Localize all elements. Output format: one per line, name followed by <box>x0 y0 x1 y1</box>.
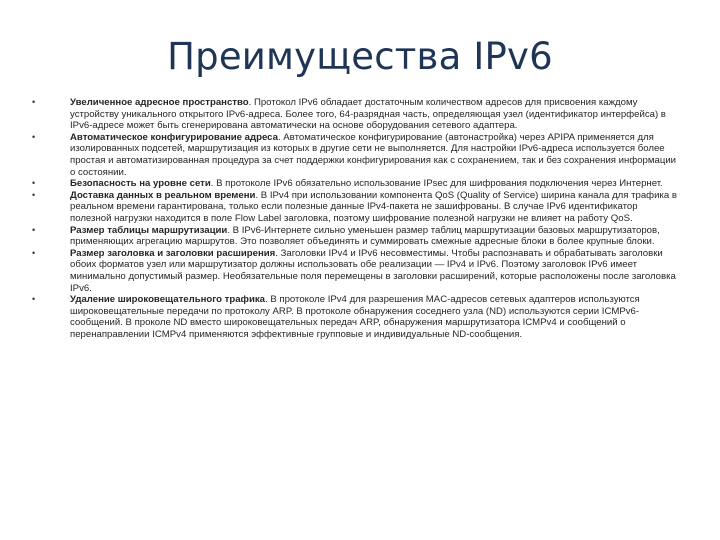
list-item <box>32 131 680 178</box>
slide-title: Преимущества IPv6 <box>167 35 553 78</box>
bullet-dot-icon: • <box>32 247 36 258</box>
bullet-dot-icon: • <box>32 224 36 235</box>
bullet-text: . В IPv6-Интернете сильно уменьшен размер таблиц маршрутизации базовых маршрутизаторов, применяющих агрегацию маршрутов. Это позволяет объединять и суммировать смежные адресные блоки в более крупные блоки. <box>70 224 660 248</box>
bullet-text: . Протокол IPv6 обладает достаточным количеством адресов для присвоения каждому устройству уникального открытого IPv6-адреса. Более того, 64-разрядная часть, определяющая узел (идентификатор интерфейса) в IPv6-адресе может быть сгенерирована автоматически на основе оборудования сетевого адаптера. <box>70 97 666 132</box>
bullet-text: . Заголовки IPv4 и IPv6 несовместимы. Чтобы распознавать и обрабатывать заголовки обоих форматов узел или маршрутизатор должны использовать обе реализации — IPv4 и IPv6. Поэтому заголовок IPv6 имеет минимально допустимый размер. Необязательные поля перемещены в заголовки расширений, которые расположены после заголовка IPv6. <box>70 247 676 294</box>
list-item <box>32 189 680 225</box>
bullet-dot-icon: • <box>32 131 36 142</box>
bullet-term: Удаление широковещательного трафика <box>70 294 265 306</box>
bullet-text: . В протоколе IPv6 обязательно использование IPsec для шифрования подключения через Интернет. <box>210 178 663 190</box>
bullet-text: . Автоматическое конфигурирование (автонастройка) через APIPA применяется для изолированных подсетей, маршрутизация из которых в другие сети не выполняется. Для настройки IPv6-адреса используется более простая и автоматизированная процедура за счет поддержки конфигурирования как с сохранением, так и без сохранения информации о состоянии. <box>70 131 677 178</box>
list-item <box>32 97 680 132</box>
bullet-dot-icon: • <box>32 97 36 107</box>
list-item <box>32 247 680 294</box>
list-item <box>32 294 680 340</box>
bullet-dot-icon: • <box>32 189 36 200</box>
slide-content <box>32 97 680 340</box>
bullet-term: Доставка данных в реальном времени <box>70 189 256 201</box>
bullet-text: . В IPv4 при использовании компонента QoS (Quality of Service) ширина канала для трафика в реальном времени гарантирована, только если полезные данные IPv4-пакета не зашифрованы. В случае IPv6 идентификатор полезной нагрузки находится в поле Flow Label заголовка, поэтому шифрование полезной нагрузки не влияет на работу QoS. <box>70 189 677 224</box>
bullet-term: Безопасность на уровне сети <box>70 178 211 190</box>
bullet-dot-icon: • <box>32 178 36 189</box>
list-item <box>32 224 680 248</box>
bullet-term: Автоматическое конфигурирование адреса <box>70 131 278 143</box>
bullet-dot-icon: • <box>32 294 36 305</box>
bullet-term: Увеличенное адресное пространство <box>70 97 249 108</box>
list-item <box>32 178 680 190</box>
bullet-list <box>32 97 680 340</box>
bullet-text: . В протоколе IPv4 для разрешения MAC-адресов сетевых адаптеров используются широковещательные передачи по протоколу ARP. В протоколе обнаружения соседнего узла (ND) используются серии ICMPv6-сообщений. В проколе ND вместо широковещательных передач ARP, обнаружения маршрутизатора ICMPv4 и сообщений о перенаправлении ICMPv4 применяются эффективные групповые и индивидуальные ND-сообщения. <box>70 294 640 340</box>
bullet-term: Размер таблицы маршрутизации <box>70 224 228 236</box>
bullet-term: Размер заголовка и заголовки расширения <box>70 247 276 259</box>
